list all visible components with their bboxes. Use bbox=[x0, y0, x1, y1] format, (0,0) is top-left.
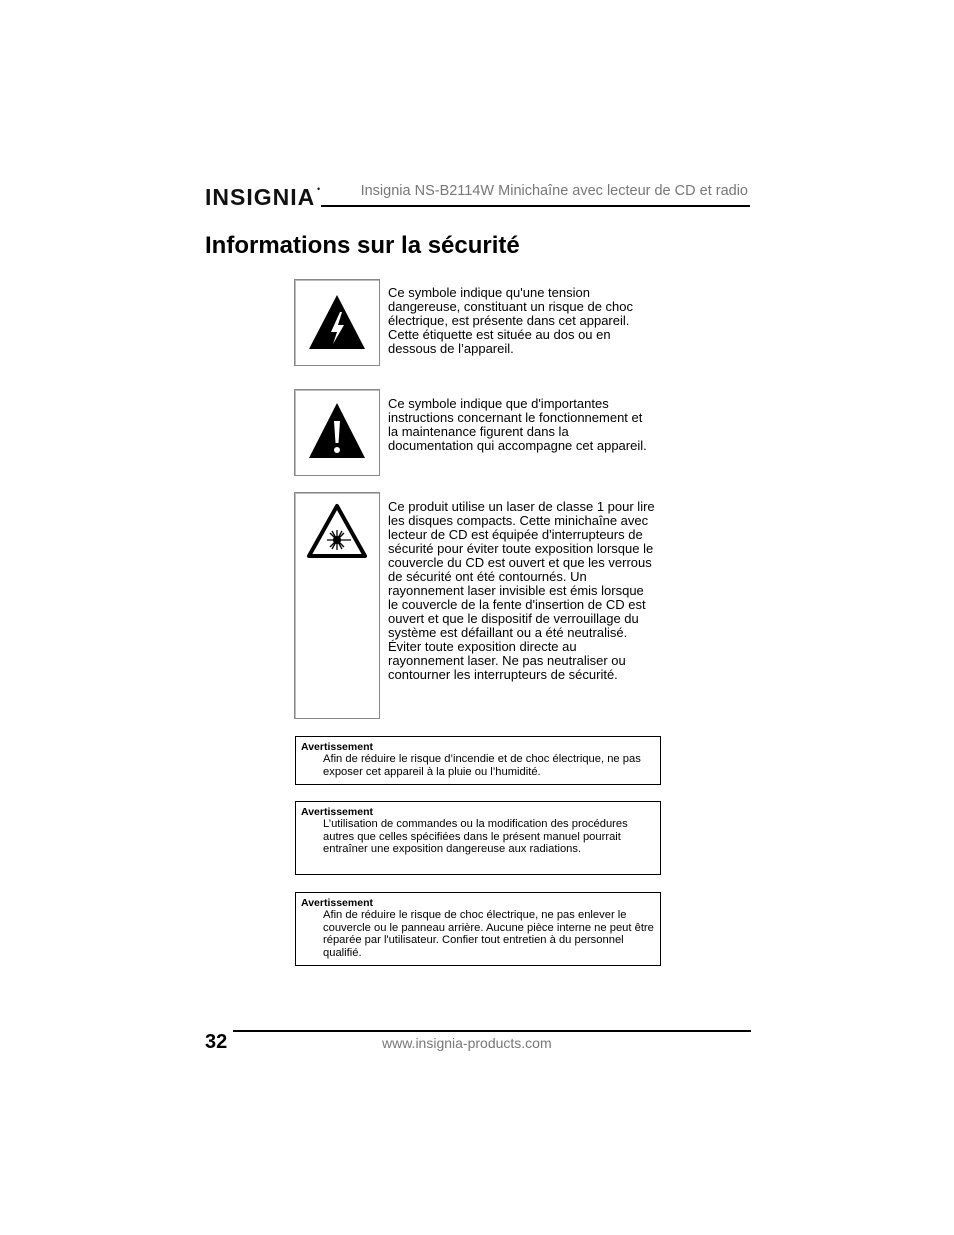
symbol-box-important-instructions bbox=[294, 389, 380, 476]
warning-title: Avertissement bbox=[301, 741, 373, 753]
warning-text: Afin de réduire le risque de choc électrique, ne pas enlever le couvercle ou le panneau arrière. Aucune pièce interne ne peut être réparée par l'utilisateur. Confier tout entretien à du personnel qualifié. bbox=[323, 909, 654, 959]
lightning-triangle-icon bbox=[307, 292, 367, 352]
symbol-text-laser: Ce produit utilise un laser de classe 1 pour lire les disques compacts. Cette minichaîne avec lecteur de CD est équipée d'interrupteurs de sécurité pour éviter toute exposition lorsque le couvercle du CD est ouvert et que les verrous de sécurité ont été contournés. Un rayonnement laser invisible est émis lorsque le couvercle de la fente d'insertion de CD est ouvert et que le dispositif de verrouillage du système est défaillant ou a été neutralisé. Éviter toute exposition directe au rayonnement laser. Ne pas neutraliser ou contourner les interrupteurs de sécurité. bbox=[388, 499, 655, 682]
brand-logo: INSIGNIA bbox=[205, 184, 316, 210]
brand-mark: • bbox=[317, 184, 321, 194]
page-title: Informations sur la sécurité bbox=[205, 232, 520, 259]
symbol-box-laser bbox=[294, 492, 380, 719]
warning-box-electric-shock bbox=[295, 892, 661, 966]
warning-title: Avertissement bbox=[301, 897, 373, 909]
symbol-box-electric-shock bbox=[294, 279, 380, 366]
footer-divider bbox=[233, 1030, 751, 1032]
exclamation-triangle-icon bbox=[307, 401, 367, 461]
warning-text: Afin de réduire le risque d’incendie et de choc électrique, ne pas exposer cet appareil à la pluie ou l’humidité. bbox=[323, 753, 641, 778]
footer-url: www.insignia-products.com bbox=[382, 1035, 552, 1051]
warning-title: Avertissement bbox=[301, 806, 373, 818]
warning-box-radiation bbox=[295, 801, 661, 875]
laser-triangle-icon bbox=[307, 503, 367, 559]
warning-text: L’utilisation de commandes ou la modification des procédures autres que celles spécifiées dans le présent manuel pourrait entraîner une exposition dangereuse aux radiations. bbox=[323, 818, 628, 855]
symbol-text-important-instructions: Ce symbole indique que d'importantes instructions concernant le fonctionnement et la maintenance figurent dans la documentation qui accompagne cet appareil. bbox=[388, 396, 647, 453]
document-title: Insignia NS-B2114W Minichaîne avec lecteur de CD et radio bbox=[360, 183, 748, 199]
page-header bbox=[205, 180, 750, 210]
page-number: 32 bbox=[205, 1031, 228, 1053]
symbol-text-electric-shock: Ce symbole indique qu'une tension dangereuse, constituant un risque de choc électrique, est présente dans cet appareil. Cette étiquette est située au dos ou en dessous de l’appareil. bbox=[388, 285, 634, 356]
warning-box-fire bbox=[295, 736, 661, 785]
header-divider bbox=[321, 205, 750, 207]
